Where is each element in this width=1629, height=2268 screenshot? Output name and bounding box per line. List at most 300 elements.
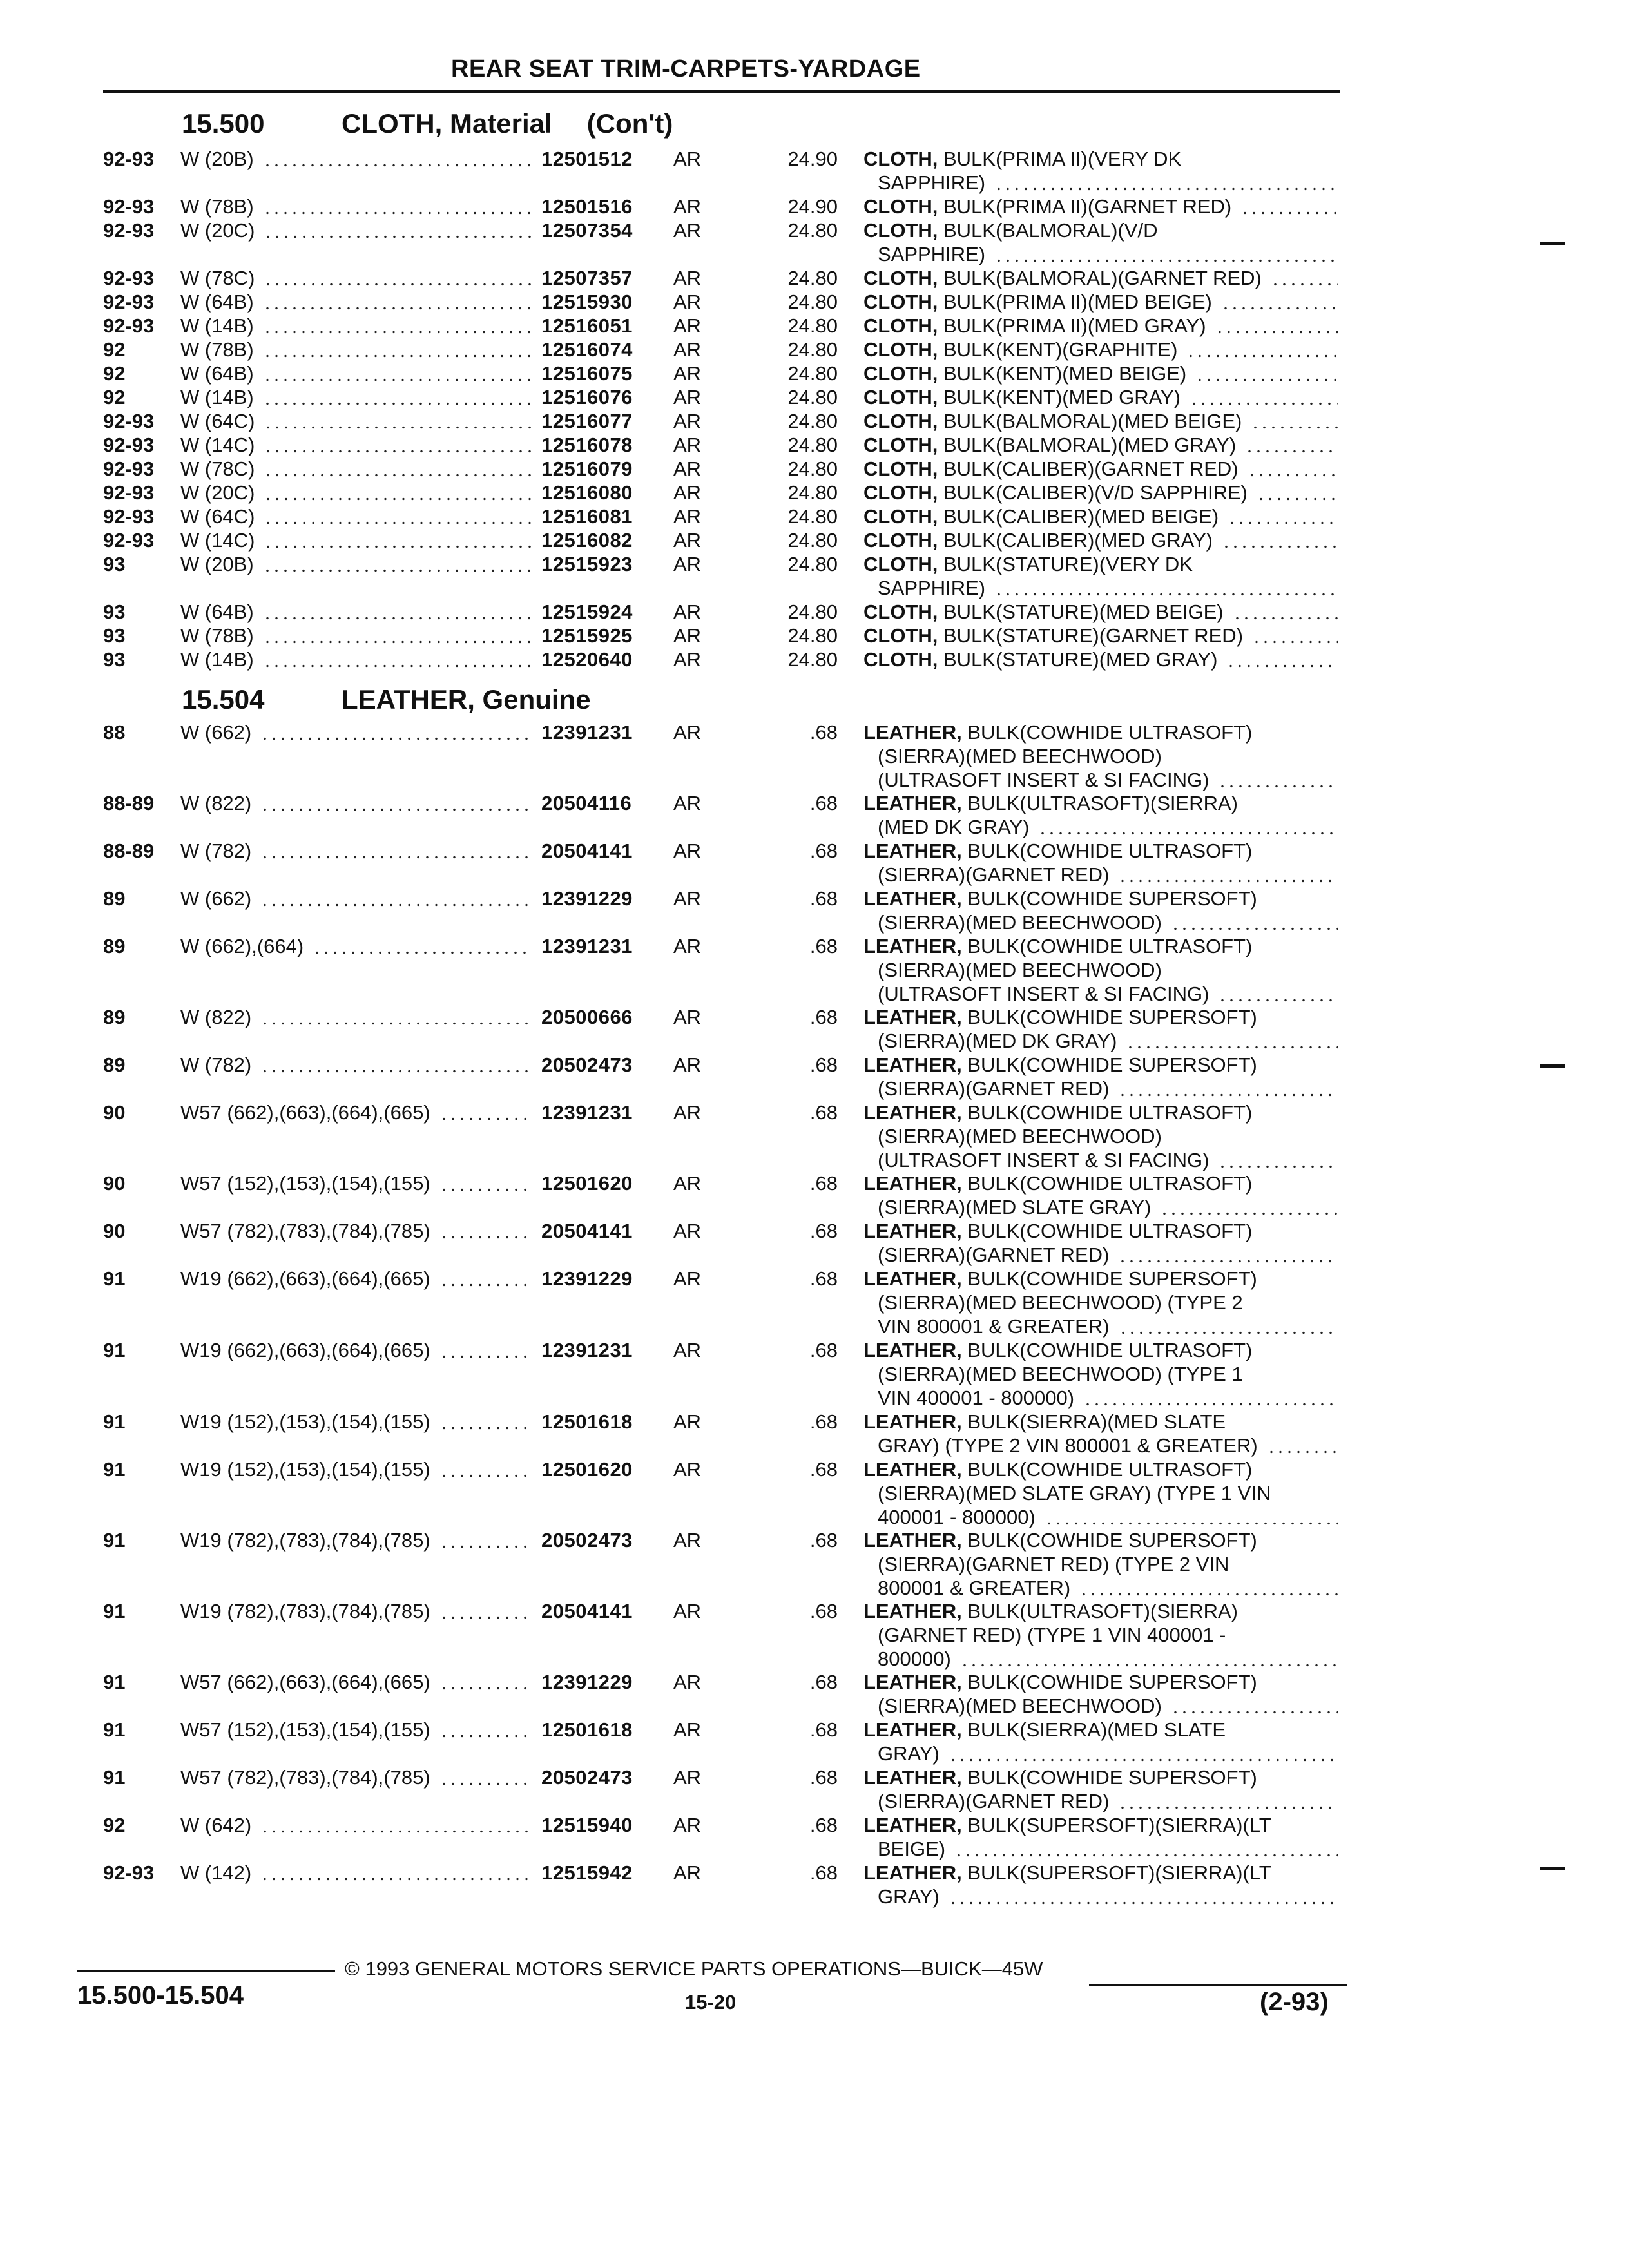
- model-code: W (14B): [180, 386, 254, 408]
- description-text: SAPPHIRE): [878, 171, 986, 194]
- part-number: 12391229: [541, 1671, 633, 1693]
- description-line: [878, 1837, 945, 1861]
- description-line: [878, 171, 985, 195]
- description-text: BEIGE): [878, 1838, 946, 1860]
- dot-leader: [264, 528, 532, 552]
- dot-leader: [1160, 1195, 1338, 1219]
- model-code: W (78C): [180, 267, 255, 289]
- model-code: W (64B): [180, 601, 254, 623]
- model-year: 93: [103, 553, 126, 575]
- description-line: [878, 1195, 1151, 1219]
- dot-leader: [1045, 1505, 1338, 1529]
- description-line: [878, 1243, 1109, 1267]
- model-code: W57 (782),(783),(784),(785): [180, 1220, 430, 1242]
- quantity: AR: [673, 1053, 702, 1076]
- price: .68: [809, 1053, 838, 1076]
- description-line: [863, 385, 1181, 409]
- description-line: [863, 1053, 1257, 1077]
- description-line: [878, 744, 1162, 768]
- description-keyword: CLOTH,: [863, 410, 938, 432]
- description-line: [863, 648, 1217, 671]
- description-keyword: CLOTH,: [863, 624, 938, 647]
- description-keyword: CLOTH,: [863, 386, 938, 408]
- price: 24.80: [787, 505, 838, 528]
- model-code: W (642): [180, 1814, 252, 1836]
- model-year: 93: [103, 601, 126, 623]
- description-line: [878, 1362, 1243, 1386]
- part-number: 12391231: [541, 1339, 633, 1361]
- description-text: BULK(COWHIDE ULTRASOFT): [961, 1220, 1253, 1242]
- dot-leader: [264, 218, 532, 242]
- description-line: [863, 1005, 1257, 1029]
- description-text: BULK(SIERRA)(MED SLATE: [961, 1410, 1226, 1433]
- description-text: BULK(STATURE)(GARNET RED): [938, 624, 1244, 647]
- dot-leader: [263, 600, 532, 624]
- price: .68: [809, 887, 838, 910]
- description-text: 400001 - 800000): [878, 1506, 1036, 1528]
- model-code: W (78B): [180, 338, 254, 361]
- price: 24.80: [787, 481, 838, 504]
- description-line: [878, 242, 985, 266]
- description-text: (MED DK GRAY): [878, 816, 1030, 838]
- dot-leader: [1038, 815, 1338, 839]
- dot-leader: [263, 290, 532, 314]
- price: .68: [809, 840, 838, 862]
- part-number: 12515924: [541, 601, 633, 623]
- description-text: BULK(PRIMA II)(MED BEIGE): [938, 291, 1212, 313]
- description-line: [863, 934, 1252, 958]
- model-code: W19 (152),(153),(154),(155): [180, 1410, 430, 1433]
- description-text: BULK(COWHIDE SUPERSOFT): [961, 1671, 1257, 1693]
- model-code: W19 (782),(783),(784),(785): [180, 1529, 430, 1552]
- description-line: [863, 720, 1252, 744]
- quantity: AR: [673, 553, 702, 575]
- quantity: AR: [673, 386, 702, 408]
- section-number: 15.500: [182, 108, 265, 139]
- description-line: [863, 1171, 1252, 1195]
- model-year: 88: [103, 721, 126, 744]
- description-keyword: LEATHER,: [863, 1053, 962, 1076]
- model-year: 92-93: [103, 195, 155, 218]
- model-year: 92-93: [103, 434, 155, 456]
- description-keyword: CLOTH,: [863, 457, 938, 480]
- dot-leader: [1226, 648, 1338, 671]
- model-year: 92: [103, 362, 126, 385]
- model-code: W (64C): [180, 410, 255, 432]
- dot-leader: [439, 1457, 532, 1481]
- description-text: (SIERRA)(GARNET RED): [878, 1077, 1110, 1100]
- model-year: 91: [103, 1339, 126, 1361]
- description-text: (SIERRA)(MED BEECHWOOD): [878, 1695, 1162, 1717]
- model-code: W57 (152),(153),(154),(155): [180, 1172, 430, 1195]
- model-code: W (662): [180, 721, 252, 744]
- dot-leader: [1118, 1243, 1338, 1267]
- description-line: [878, 1694, 1162, 1718]
- dot-leader: [260, 1861, 532, 1885]
- description-line: [878, 1623, 1226, 1647]
- description-text: (SIERRA)(MED BEECHWOOD): [878, 959, 1162, 981]
- price: 24.80: [787, 362, 838, 385]
- model-code: W (782): [180, 840, 252, 862]
- model-code: W57 (782),(783),(784),(785): [180, 1766, 430, 1789]
- price: 24.80: [787, 291, 838, 313]
- model-year: 92-93: [103, 267, 155, 289]
- description-keyword: LEATHER,: [863, 1718, 962, 1741]
- model-code: W57 (662),(663),(664),(665): [180, 1101, 430, 1124]
- price: .68: [809, 721, 838, 744]
- dot-leader: [1221, 290, 1338, 314]
- model-code: W (782): [180, 1053, 252, 1076]
- model-year: 91: [103, 1267, 126, 1290]
- price: 24.80: [787, 457, 838, 480]
- price: .68: [809, 1101, 838, 1124]
- part-number: 12516074: [541, 338, 633, 361]
- description-text: BULK(KENT)(GRAPHITE): [938, 338, 1178, 361]
- quantity: AR: [673, 195, 702, 218]
- description-keyword: LEATHER,: [863, 1267, 962, 1290]
- description-line: [863, 1813, 1271, 1837]
- model-year: 92-93: [103, 481, 155, 504]
- description-line: [878, 1124, 1162, 1148]
- quantity: AR: [673, 1267, 702, 1290]
- part-number: 12516081: [541, 505, 633, 528]
- description-keyword: LEATHER,: [863, 1861, 962, 1884]
- dot-leader: [954, 1837, 1338, 1861]
- part-number: 12391231: [541, 721, 633, 744]
- description-line: [863, 361, 1186, 385]
- dot-leader: [1218, 982, 1338, 1006]
- description-text: (SIERRA)(GARNET RED): [878, 1244, 1110, 1266]
- model-year: 92-93: [103, 410, 155, 432]
- dot-leader: [263, 147, 532, 171]
- title-rule: [103, 90, 1340, 93]
- part-number: 12515923: [541, 553, 633, 575]
- quantity: AR: [673, 648, 702, 671]
- dot-leader: [994, 171, 1338, 195]
- description-keyword: CLOTH,: [863, 219, 938, 242]
- model-year: 91: [103, 1458, 126, 1481]
- description-line: [878, 1481, 1271, 1505]
- description-text: SAPPHIRE): [878, 577, 986, 599]
- description-keyword: CLOTH,: [863, 267, 938, 289]
- description-text: BULK(KENT)(MED GRAY): [938, 386, 1181, 408]
- description-text: BULK(COWHIDE SUPERSOFT): [961, 1766, 1257, 1789]
- description-keyword: LEATHER,: [863, 1410, 962, 1433]
- part-number: 20504141: [541, 1220, 633, 1242]
- price: 24.80: [787, 624, 838, 647]
- description-line: [863, 505, 1219, 528]
- model-code: W (662): [180, 887, 252, 910]
- price: 24.80: [787, 314, 838, 337]
- dot-leader: [439, 1528, 532, 1552]
- dot-leader: [439, 1718, 532, 1742]
- description-line: [878, 1434, 1258, 1457]
- price: .68: [809, 1220, 838, 1242]
- description-text: BULK(COWHIDE ULTRASOFT): [961, 721, 1253, 744]
- dot-leader: [264, 505, 532, 528]
- model-code: W (20B): [180, 148, 254, 170]
- quantity: AR: [673, 721, 702, 744]
- margin-mark: [1540, 242, 1565, 245]
- margin-mark: [1540, 1064, 1565, 1068]
- quantity: AR: [673, 601, 702, 623]
- description-keyword: CLOTH,: [863, 291, 938, 313]
- price: .68: [809, 1410, 838, 1433]
- quantity: AR: [673, 1458, 702, 1481]
- model-code: W19 (662),(663),(664),(665): [180, 1339, 430, 1361]
- description-text: BULK(SUPERSOFT)(SIERRA)(LT: [961, 1861, 1271, 1884]
- description-text: VIN 400001 - 800000): [878, 1387, 1075, 1409]
- description-keyword: CLOTH,: [863, 195, 938, 218]
- description-keyword: LEATHER,: [863, 1671, 962, 1693]
- model-code: W19 (152),(153),(154),(155): [180, 1458, 430, 1481]
- description-keyword: LEATHER,: [863, 935, 962, 957]
- model-code: W (142): [180, 1861, 252, 1884]
- model-year: 89: [103, 935, 126, 957]
- quantity: AR: [673, 1006, 702, 1028]
- quantity: AR: [673, 362, 702, 385]
- dot-leader: [1240, 195, 1338, 218]
- description-keyword: CLOTH,: [863, 148, 938, 170]
- description-keyword: LEATHER,: [863, 887, 962, 910]
- quantity: AR: [673, 840, 702, 862]
- description-text: (SIERRA)(MED BEECHWOOD) (TYPE 1: [878, 1363, 1243, 1385]
- description-text: (SIERRA)(GARNET RED) (TYPE 2 VIN: [878, 1553, 1229, 1575]
- description-text: GRAY): [878, 1742, 940, 1765]
- description-line: [863, 314, 1206, 338]
- dot-leader: [439, 1267, 532, 1291]
- description-keyword: LEATHER,: [863, 1529, 962, 1552]
- description-line: [863, 481, 1248, 505]
- model-year: 92-93: [103, 1861, 155, 1884]
- description-text: (SIERRA)(MED BEECHWOOD): [878, 1125, 1162, 1148]
- dot-leader: [1222, 528, 1338, 552]
- part-number: 20504116: [541, 792, 632, 814]
- description-keyword: LEATHER,: [863, 1220, 962, 1242]
- price: .68: [809, 1458, 838, 1481]
- part-number: 12516051: [541, 314, 633, 337]
- description-keyword: LEATHER,: [863, 1814, 962, 1836]
- model-code: W (78B): [180, 624, 254, 647]
- description-keyword: LEATHER,: [863, 792, 962, 814]
- dot-leader: [263, 648, 532, 671]
- description-line: [878, 910, 1162, 934]
- price: .68: [809, 1529, 838, 1552]
- dot-leader: [264, 409, 532, 433]
- description-text: BULK(SIERRA)(MED SLATE: [961, 1718, 1226, 1741]
- quantity: AR: [673, 314, 702, 337]
- description-text: (GARNET RED) (TYPE 1 VIN 400001 -: [878, 1624, 1226, 1646]
- description-line: [863, 1670, 1257, 1694]
- dot-leader: [1083, 1386, 1338, 1410]
- quantity: AR: [673, 1766, 702, 1789]
- model-code: W57 (152),(153),(154),(155): [180, 1718, 430, 1741]
- part-number: 20502473: [541, 1766, 633, 1789]
- footer-copyright: © 1993 GENERAL MOTORS SERVICE PARTS OPERATIONS—BUICK—45W: [345, 1957, 1043, 1980]
- model-code: W (14B): [180, 648, 254, 671]
- description-keyword: LEATHER,: [863, 840, 962, 862]
- part-number: 12515942: [541, 1861, 633, 1884]
- quantity: AR: [673, 457, 702, 480]
- part-number: 12515930: [541, 291, 633, 313]
- part-number: 20502473: [541, 1053, 633, 1076]
- dot-leader: [1118, 863, 1338, 887]
- description-line: [863, 624, 1243, 648]
- description-text: GRAY) (TYPE 2 VIN 800001 & GREATER): [878, 1434, 1258, 1457]
- price: 24.90: [787, 195, 838, 218]
- quantity: AR: [673, 887, 702, 910]
- dot-leader: [439, 1219, 532, 1243]
- quantity: AR: [673, 338, 702, 361]
- section-heading-leather: [182, 684, 591, 715]
- price: .68: [809, 935, 838, 957]
- quantity: AR: [673, 1861, 702, 1884]
- dot-leader: [263, 338, 532, 361]
- model-year: 92: [103, 1814, 126, 1836]
- description-text: (ULTRASOFT INSERT & SI FACING): [878, 1149, 1210, 1171]
- dot-leader: [263, 361, 532, 385]
- description-keyword: LEATHER,: [863, 1600, 962, 1622]
- model-year: 92-93: [103, 219, 155, 242]
- dot-leader: [1218, 1148, 1338, 1172]
- dot-leader: [1118, 1077, 1338, 1100]
- price: 24.80: [787, 267, 838, 289]
- description-text: (SIERRA)(MED BEECHWOOD): [878, 745, 1162, 767]
- quantity: AR: [673, 1220, 702, 1242]
- description-text: (SIERRA)(MED DK GRAY): [878, 1030, 1117, 1052]
- part-number: 12516076: [541, 386, 633, 408]
- dot-leader: [1171, 910, 1338, 934]
- model-year: 92: [103, 338, 126, 361]
- part-number: 12516080: [541, 481, 633, 504]
- dot-leader: [439, 1410, 532, 1434]
- quantity: AR: [673, 481, 702, 504]
- dot-leader: [263, 314, 532, 338]
- model-year: 92: [103, 386, 126, 408]
- description-text: BULK(PRIMA II)(MED GRAY): [938, 314, 1206, 337]
- dot-leader: [1215, 314, 1338, 338]
- price: .68: [809, 1861, 838, 1884]
- price: .68: [809, 1006, 838, 1028]
- price: 24.80: [787, 410, 838, 432]
- description-line: [878, 863, 1109, 887]
- model-year: 89: [103, 887, 126, 910]
- part-number: 12507354: [541, 219, 633, 242]
- description-text: BULK(COWHIDE ULTRASOFT): [961, 935, 1253, 957]
- model-code: W (662),(664): [180, 935, 304, 957]
- description-line: [863, 1100, 1252, 1124]
- description-line: [863, 290, 1212, 314]
- description-line: [878, 576, 985, 600]
- description-text: (ULTRASOFT INSERT & SI FACING): [878, 983, 1210, 1005]
- quantity: AR: [673, 1101, 702, 1124]
- description-keyword: CLOTH,: [863, 434, 938, 456]
- price: .68: [809, 792, 838, 814]
- dot-leader: [264, 457, 532, 481]
- price: .68: [809, 1718, 838, 1741]
- dot-leader: [263, 552, 532, 576]
- description-text: GRAY): [878, 1885, 940, 1908]
- part-number: 12501620: [541, 1458, 633, 1481]
- part-number: 12391229: [541, 1267, 633, 1290]
- quantity: AR: [673, 505, 702, 528]
- description-line: [863, 266, 1262, 290]
- description-text: BULK(COWHIDE SUPERSOFT): [961, 1529, 1257, 1552]
- model-year: 91: [103, 1718, 126, 1741]
- description-line: [863, 1267, 1257, 1291]
- description-text: BULK(BALMORAL)(GARNET RED): [938, 267, 1262, 289]
- price: 24.80: [787, 434, 838, 456]
- price: 24.80: [787, 648, 838, 671]
- price: .68: [809, 1671, 838, 1693]
- dot-leader: [1228, 505, 1338, 528]
- description-text: BULK(BALMORAL)(MED GRAY): [938, 434, 1237, 456]
- model-code: W (78B): [180, 195, 254, 218]
- model-code: W (78C): [180, 457, 255, 480]
- description-line: [878, 1148, 1209, 1172]
- description-keyword: CLOTH,: [863, 481, 938, 504]
- description-text: (SIERRA)(GARNET RED): [878, 863, 1110, 886]
- quantity: AR: [673, 434, 702, 456]
- model-code: W (14C): [180, 434, 255, 456]
- description-keyword: LEATHER,: [863, 1766, 962, 1789]
- quantity: AR: [673, 1671, 702, 1693]
- part-number: 20504141: [541, 1600, 633, 1622]
- description-line: [863, 1219, 1252, 1243]
- description-line: [878, 1314, 1110, 1338]
- description-text: BULK(CALIBER)(V/D SAPPHIRE): [938, 481, 1248, 504]
- description-text: BULK(COWHIDE SUPERSOFT): [961, 1267, 1257, 1290]
- dot-leader: [1171, 1694, 1338, 1718]
- model-year: 93: [103, 624, 126, 647]
- model-year: 91: [103, 1529, 126, 1552]
- section-name: LEATHER, Genuine: [342, 684, 591, 715]
- model-code: W (20C): [180, 481, 255, 504]
- model-code: W (64B): [180, 362, 254, 385]
- description-text: VIN 800001 & GREATER): [878, 1315, 1110, 1338]
- dot-leader: [260, 1005, 532, 1029]
- part-number: 12507357: [541, 267, 633, 289]
- part-number: 20502473: [541, 1529, 633, 1552]
- description-line: [863, 791, 1238, 815]
- model-code: W (20B): [180, 553, 254, 575]
- footer-revision: (2-93): [1260, 1988, 1329, 2016]
- model-year: 92-93: [103, 148, 155, 170]
- description-line: [878, 1647, 951, 1671]
- quantity: AR: [673, 1172, 702, 1195]
- part-number: 20504141: [541, 840, 633, 862]
- description-line: [863, 1861, 1271, 1885]
- dot-leader: [264, 481, 532, 505]
- model-year: 92-93: [103, 291, 155, 313]
- description-keyword: CLOTH,: [863, 362, 938, 385]
- description-line: [863, 147, 1181, 171]
- quantity: AR: [673, 1410, 702, 1433]
- part-number: 12391231: [541, 1101, 633, 1124]
- description-text: 800001 & GREATER): [878, 1577, 1071, 1599]
- description-text: BULK(COWHIDE ULTRASOFT): [961, 1458, 1253, 1481]
- description-text: BULK(COWHIDE SUPERSOFT): [961, 887, 1257, 910]
- description-keyword: CLOTH,: [863, 648, 938, 671]
- description-keyword: LEATHER,: [863, 1339, 962, 1361]
- description-line: [878, 1576, 1070, 1600]
- price: 24.80: [787, 529, 838, 552]
- price: 24.80: [787, 219, 838, 242]
- model-year: 88-89: [103, 792, 155, 814]
- dot-leader: [313, 934, 532, 958]
- description-line: [863, 1599, 1238, 1623]
- page-title: REAR SEAT TRIM-CARPETS-YARDAGE: [451, 55, 921, 82]
